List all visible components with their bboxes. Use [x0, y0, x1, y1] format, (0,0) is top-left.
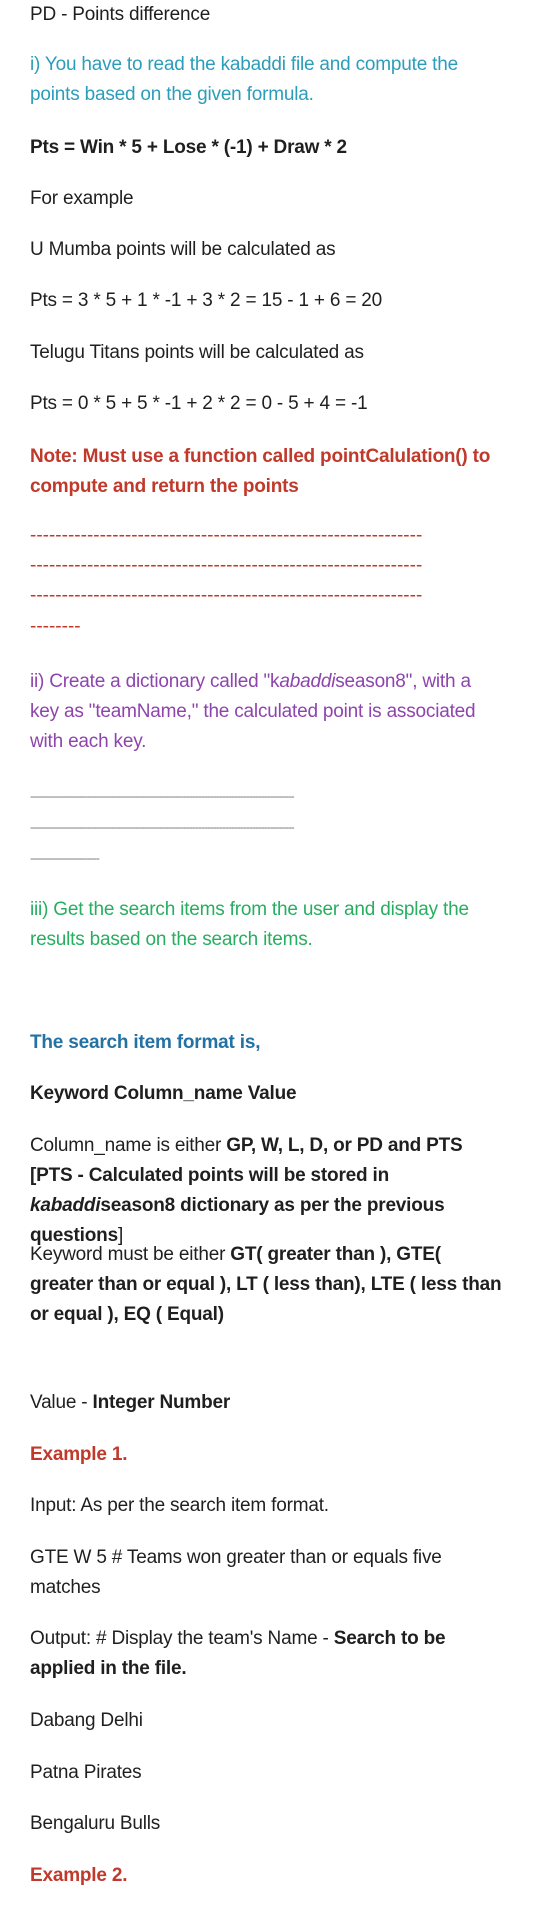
part2-instruction-a: ii) Create a dictionary called "k — [30, 671, 280, 692]
part2-instruction-italic: abaddi — [279, 671, 336, 692]
part3-instruction: iii) Get the search items from the user and display the results based on the search items. — [30, 899, 469, 950]
divider-gray-3: ----------------------- — [30, 851, 99, 865]
example2-title: Example 2. — [30, 1865, 128, 1886]
search-format-heading: The search item format is, — [30, 1032, 261, 1053]
gte-example-line: GTE W 5 # Teams won greater than or equals five matches — [30, 1547, 442, 1598]
keyword-desc-a: Keyword must be either — [30, 1244, 231, 1265]
part2-instruction — [30, 667, 504, 757]
example1-title: Example 1. — [30, 1444, 128, 1465]
result-item: Dabang Delhi — [30, 1710, 143, 1731]
divider-dash-2: -------------------------------------------------------------- — [30, 555, 423, 576]
input-line: Input: As per the search item format. — [30, 1495, 329, 1516]
part1-instruction: i) You have to read the kabaddi file and compute the points based on the given formula. — [30, 54, 458, 105]
value-description — [30, 1388, 504, 1418]
divider-dash-1: -------------------------------------------------------------- — [30, 525, 423, 546]
divider-gray-2: ---------------------------------------------------------------------------------------- — [30, 820, 294, 834]
output-line — [30, 1624, 504, 1684]
example2-calculation: Pts = 0 * 5 + 5 * -1 + 2 * 2 = 0 - 5 + 4 = -1 — [30, 393, 368, 414]
page-heading: PD - Points difference — [30, 4, 211, 25]
result-item: Bengaluru Bulls — [30, 1813, 161, 1834]
for-example-text: For example — [30, 188, 134, 209]
column-desc-italic: kabaddi — [30, 1195, 101, 1216]
example2-label: Telugu Titans points will be calculated as — [30, 342, 364, 363]
divider-dash-4: -------- — [30, 616, 81, 637]
part2-instruction-b: season8", with a key as "teamName," the calculated point is associated with each key. — [30, 671, 476, 752]
value-desc-b: Integer Number — [92, 1392, 231, 1413]
column-desc-c: season8 dictionary as per the previous questions — [30, 1195, 445, 1246]
result-item: Patna Pirates — [30, 1762, 142, 1783]
column-desc-a: Column_name is either — [30, 1135, 227, 1156]
function-note: Note: Must use a function called pointCalulation() to compute and return the points — [30, 446, 491, 497]
output-line-a: Output: # Display the team's Name - — [30, 1628, 334, 1649]
keyword-desc-b: GT( greater than ), GTE( greater than or equal ), LT ( less than), LTE ( less than or equal ), EQ ( Equal) — [30, 1244, 502, 1325]
search-format: Keyword Column_name Value — [30, 1083, 297, 1104]
example1-label: U Mumba points will be calculated as — [30, 239, 336, 260]
points-formula: Pts = Win * 5 + Lose * (-1) + Draw * 2 — [30, 137, 347, 158]
column-desc-b: GP, W, L, D, or PD and PTS [PTS - Calculated points will be stored in — [30, 1135, 463, 1186]
divider-gray-1: ---------------------------------------------------------------------------------------- — [30, 789, 294, 803]
keyword-description — [30, 1240, 504, 1330]
example1-calculation: Pts = 3 * 5 + 1 * -1 + 3 * 2 = 15 - 1 + 6 = 20 — [30, 290, 383, 311]
column-name-description — [30, 1131, 504, 1251]
output-line-b: Search to be applied in the file. — [30, 1628, 446, 1679]
value-desc-a: Value - — [30, 1392, 93, 1413]
column-desc-d: ] — [117, 1225, 124, 1246]
divider-dash-3: -------------------------------------------------------------- — [30, 585, 423, 606]
